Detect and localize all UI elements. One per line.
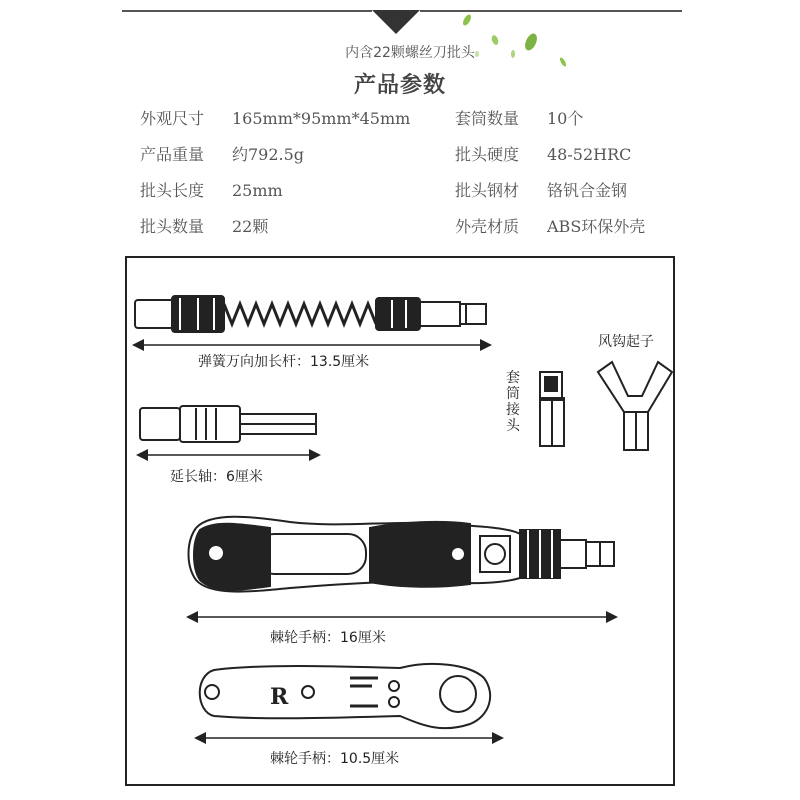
spec-label: 外观尺寸 [140, 109, 205, 128]
extension-label: 延长轴：6厘米 [170, 469, 263, 485]
ratchet-handle-long-drawing [189, 517, 615, 592]
spec-value: 约792.5g [232, 145, 305, 164]
spec-value: ABS环保外壳 [547, 217, 646, 236]
page-title: 产品参数 [353, 72, 446, 98]
spec-value: 165mm*95mm*45mm [232, 109, 411, 128]
spec-value: 48-52HRC [547, 145, 632, 164]
spec-label: 批头钢材 [455, 181, 520, 200]
spec-value: 铬钒合金钢 [547, 181, 628, 200]
ratchet-direction-mark: R [270, 684, 289, 710]
spec-label: 批头硬度 [455, 145, 520, 164]
wing-driver-drawing [598, 362, 672, 450]
spec-value: 25mm [232, 181, 283, 200]
wing-driver-label: 风钩起子 [598, 334, 654, 350]
ratchet-long-label: 棘轮手柄：16厘米 [270, 630, 386, 646]
flex-shaft-drawing [135, 296, 486, 332]
flex-shaft-label: 弹簧万向加长杆：13.5厘米 [198, 354, 370, 370]
spec-label: 产品重量 [140, 145, 205, 164]
socket-adapter-label: 套筒接头 [506, 370, 520, 434]
ratchet-short-label: 棘轮手柄：10.5厘米 [270, 751, 400, 767]
extension-bar-drawing [140, 406, 316, 442]
socket-adapter-drawing [540, 372, 564, 446]
spec-label: 外壳材质 [455, 217, 520, 236]
product-subtitle: 内含22颗螺丝刀批头 [345, 45, 475, 61]
spec-label: 套筒数量 [455, 109, 520, 128]
ratchet-handle-short-drawing [200, 664, 490, 728]
spec-label: 批头数量 [140, 217, 205, 236]
spec-label: 批头长度 [140, 181, 205, 200]
spec-value: 22颗 [232, 217, 269, 236]
spec-value: 10个 [547, 109, 584, 128]
